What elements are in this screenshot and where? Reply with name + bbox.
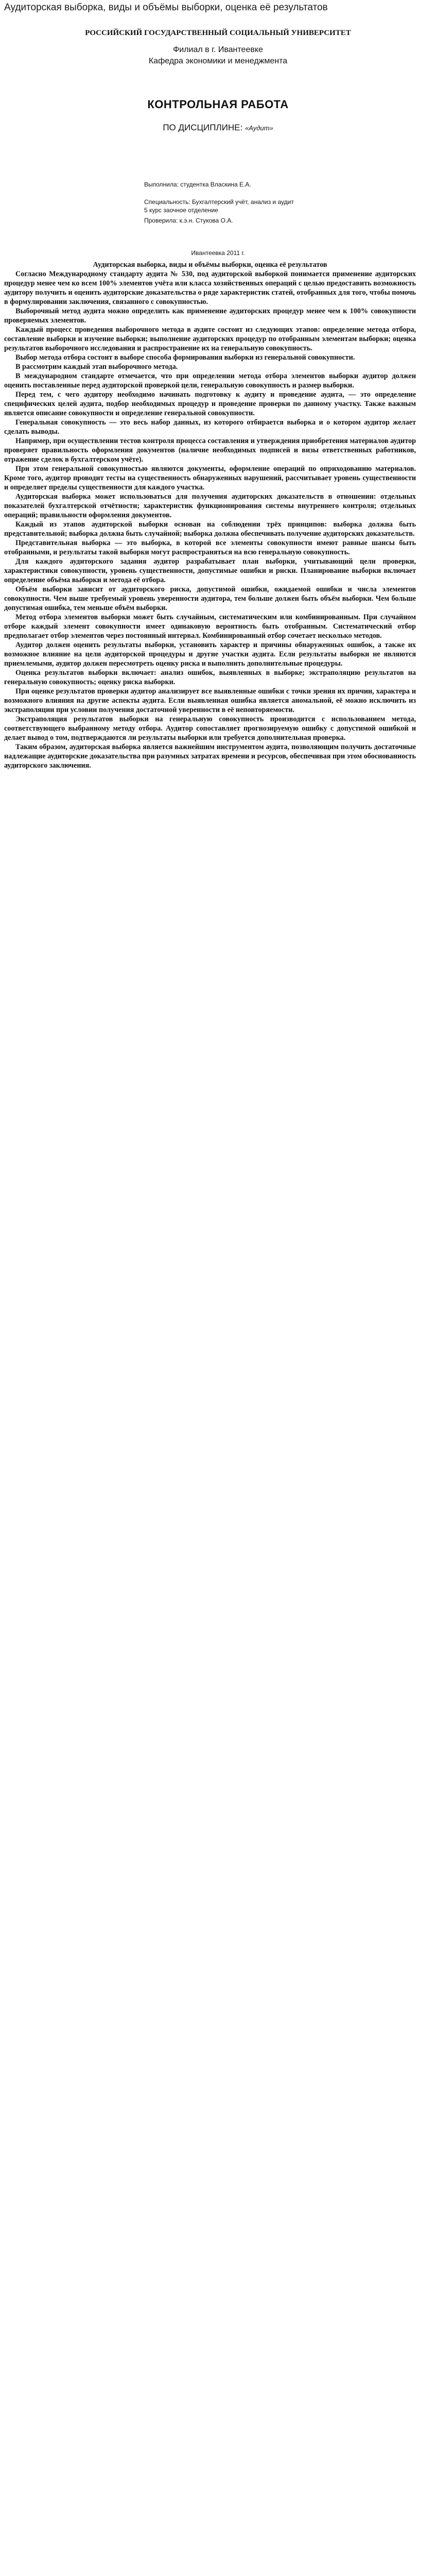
branch-name: Филиал в г. Ивантеевке (173, 45, 263, 54)
paragraph: Аудитор должен оценить результаты выборки, установить характер и причины обнаруженных ошибок, а также их возможное влияние на цели аудиторской процедуры и другие участки аудита. Если результаты выборки не являются приемлемыми, аудитор должен пересмотреть оценку риска и выполнить дополнительные процедуры. (4, 641, 416, 668)
city-year: Ивантеевка 2011 г. (191, 249, 245, 257)
paragraph: Перед тем, с чего аудитору необходимо начинать подготовку к аудиту и проведение аудита, — это определение специфических целей аудита, подбор необходимых процедур и проведение проверки по данному участку. Также важным является описание совокупности и определение генеральной совокупности. (4, 391, 416, 417)
work-type: КОНТРОЛЬНАЯ РАБОТА (147, 98, 289, 111)
discipline-label: ПО ДИСЦИПЛИНЕ: (163, 123, 243, 132)
paragraph: В международном стандарте отмечается, что при определении метода отбора элементов выборки аудитор должен оценить поставленные перед аудиторской проверкой цели, генеральную совокупность и размер выборки. (4, 372, 416, 389)
course-line: 5 курс заочное отделение (144, 207, 218, 214)
paragraph: В рассмотрим каждый этап выборочного метода. (15, 363, 178, 371)
paragraph: Метод отбора элементов выборки может быть случайным, систематическим или комбинированным. При случайном отборе каждый элемент совокупности имеет одинаковую вероятность быть отобранным. Систематический отбор предполагает отбор элементов через постоянный интервал. Комбинированный отбор сочетает несколько методов. (4, 613, 416, 640)
paragraph: Представительная выборка — это выборка, в которой все элементы совокупности имеют равные шансы быть отобранными, и результаты такой выборки могут распространяться на всю генеральную совокупность. (4, 539, 416, 556)
specialty-line: Специальность: Бухгалтерский учёт, анализ и аудит (144, 198, 294, 206)
student-line: Выполнила: студентка Власкина Е.А. (144, 181, 251, 188)
paragraph: Например, при осуществлении тестов контроля процесса составления и утверждения приобретения материалов аудитор проверяет правильность оформления документов (наличие необходимых подписей и визы ответственных работников, отражение сделок в бухгалтерском учёте). (4, 437, 416, 464)
discipline-line (0, 123, 436, 133)
paragraph: Оценка результатов выборки включает: анализ ошибок, выявленных в выборке; экстраполяцию результатов на генеральную совокупность; оценку риска выборки. (4, 669, 416, 686)
paragraph: Выборочный метод аудита можно определить как применение аудиторских процедур менее чем к 100% совокупности проверяемых элементов. (4, 307, 416, 325)
paragraph: Экстраполяция результатов выборки на генеральную совокупность производится с использованием метода, соответствующего выбранному методу отбора. Аудитор сопоставляет прогнозируемую ошибку с допустимой ошибкой и делает вывод о том, подтверждаются ли результаты выборки или требуется дополнительная проверка. (4, 715, 416, 742)
paragraph: При этом генеральной совокупностью являются документы, оформление операций по оприходованию материалов. Кроме того, аудитор проводит тесты на существенность обнаруженных нарушений, рассчитывает уровень существенности и определяет пределы существенности для каждого участка. (4, 465, 416, 492)
discipline-value: «Аудит» (245, 124, 273, 132)
paragraph: Выбор метода отбора состоит в выборе способа формирования выборки из генеральной совокупности. (15, 353, 355, 362)
paragraph: Генеральная совокупность — это весь набор данных, из которого отбирается выборка и о котором аудитор желает сделать выводы. (4, 418, 416, 436)
paragraph: Таким образом, аудиторская выборка является важнейшим инструментом аудита, позволяющим получить достаточные надлежащие аудиторские доказательства при разумных затратах времени и ресурсов, обеспечивая при этом обоснованность аудиторского заключения. (4, 743, 416, 770)
document-title: Аудиторская выборка, виды и объёмы выборки, оценка её результатов (4, 2, 328, 13)
section-title: Аудиторская выборка, виды и объёмы выборки, оценка её результатов (93, 261, 327, 269)
paragraph: Согласно Международному стандарту аудита № 530, под аудиторской выборкой понимается применение аудиторских процедур менее чем ко всем 100% элементов учёта или класса хозяйственных операций с целью предоставить возможность аудитору получить и оценить аудиторские доказательства о ряде характеристик статей, отобранных для того, чтобы помочь в формулировании заключения, связанного с совокупностью. (4, 270, 416, 306)
checked-line: Проверила: к.э.н. Стукова О.А. (144, 217, 233, 224)
paragraph: Аудиторская выборка может использоваться для получения аудиторских доказательств в отношении: отдельных показателей бухгалтерской отчётности; характеристик функционирования системы внутреннего контроля; отдельных операций; правильности оформления документов. (4, 493, 416, 519)
paragraph: Каждый из этапов аудиторской выборки основан на соблюдении трёх принципов: выборка должна быть представительной; выборка должна быть случайной; выборка должна обеспечивать получение аудиторских доказательств. (4, 520, 416, 538)
paragraph: Объём выборки зависит от аудиторского риска, допустимой ошибки, ожидаемой ошибки и числа элементов совокупности. Чем выше требуемый уровень уверенности аудитора, тем больше должен быть объём выборки. Чем больше допустимая ошибка, тем меньше объём выборки. (4, 585, 416, 612)
paragraph: При оценке результатов проверки аудитор анализирует все выявленные ошибки с точки зрения их причин, характера и возможного влияния на другие аспекты аудита. Если выявленная ошибка является аномальной, её можно исключить из экстраполяции при условии получения достаточной уверенности в её неповторяемости. (4, 687, 416, 714)
paragraph: Каждый процесс проведения выборочного метода в аудите состоит из следующих этапов: определение метода отбора, составление выборки и изучение выборки; выполнение аудиторских процедур по отобранным элементам выборки; оценка результатов выборочного исследования и распространение их на генеральную совокупность. (4, 326, 416, 352)
paragraph: Для каждого аудиторского задания аудитор разрабатывает план выборки, учитывающий цели проверки, характеристики совокупности, уровень существенности, допустимые ошибки и риски. Планирование выборки включает определение объёма выборки и метода её отбора. (4, 557, 416, 584)
paragraph-list (4, 269, 416, 770)
main-text (4, 260, 416, 770)
university-name: РОССИЙСКИЙ ГОСУДАРСТВЕННЫЙ СОЦИАЛЬНЫЙ УНИВЕРСИТЕТ (85, 29, 351, 37)
department-name: Кафедра экономики и менеджмента (148, 57, 288, 65)
